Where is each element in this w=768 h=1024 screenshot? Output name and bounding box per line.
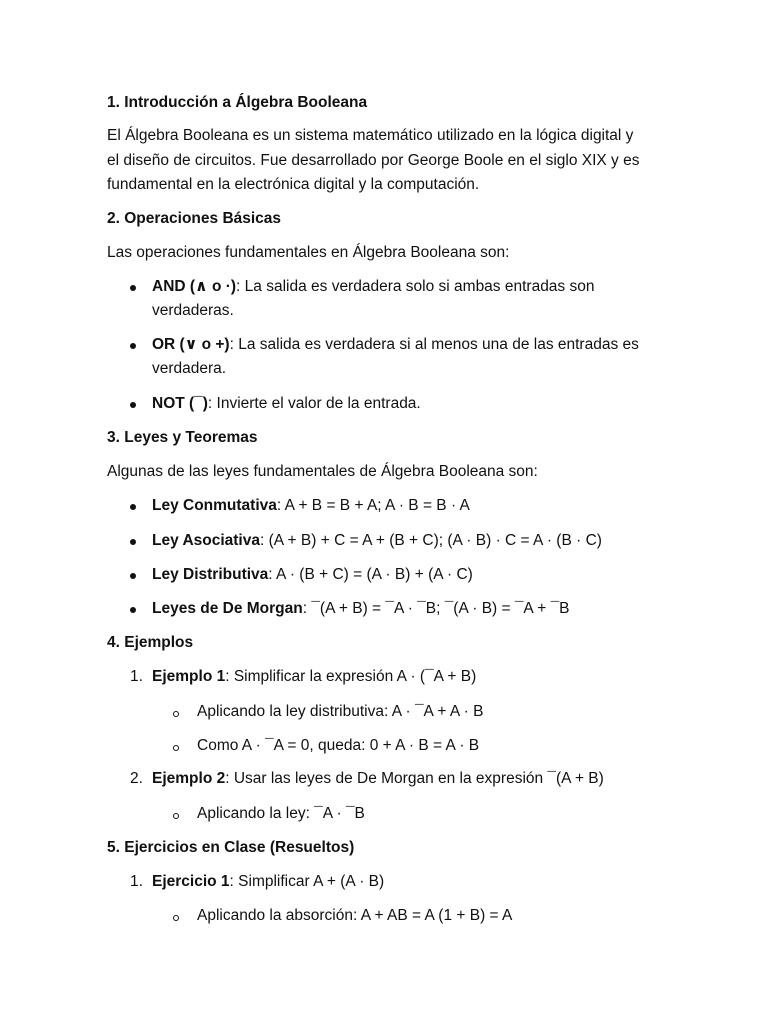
exercise-term: Ejercicio 1 xyxy=(152,873,230,890)
law-text: : ¯(A + B) = ¯A · ¯B; ¯(A · B) = ¯A + ¯B xyxy=(302,600,570,617)
law-text: : (A + B) + C = A + (B + C); (A · B) · C = A · (B · C) xyxy=(259,532,602,549)
section-1-line-1: El Álgebra Booleana es un sistema matemático utilizado en la lógica digital y xyxy=(107,127,634,144)
example-2-number: 2. xyxy=(130,770,143,787)
op-or-line-2: verdadera. xyxy=(152,360,227,377)
section-2-intro: Las operaciones fundamentales en Álgebra Booleana son: xyxy=(107,244,510,261)
law-term: Ley Distributiva xyxy=(152,566,269,583)
law-term: Leyes de De Morgan xyxy=(152,600,303,617)
op-or-desc: : La salida es verdadera si al menos una de las entradas es xyxy=(229,336,639,353)
exercise-text: : Simplificar A + (A · B) xyxy=(229,873,385,890)
example-1-number: 1. xyxy=(130,668,143,685)
example-text: : Usar las leyes de De Morgan en la expresión ¯(A + B) xyxy=(225,770,604,787)
bullet-marker xyxy=(130,285,136,291)
op-or-line-1 xyxy=(152,334,639,356)
sub-bullet-marker xyxy=(173,813,179,819)
op-not-desc: : Invierte el valor de la entrada. xyxy=(207,395,421,412)
op-not-term: NOT (¯) xyxy=(152,395,208,412)
section-3-intro: Algunas de las leyes fundamentales de Álgebra Booleana son: xyxy=(107,463,538,480)
example-text: : Simplificar la expresión A · (¯A + B) xyxy=(225,668,477,685)
exercise-1-number: 1. xyxy=(130,873,143,890)
law-conmutativa xyxy=(152,495,470,517)
op-or-term: OR (∨ o +) xyxy=(152,336,230,353)
bullet-marker xyxy=(130,573,136,579)
op-not-line xyxy=(152,393,421,415)
section-4-heading: 4. Ejemplos xyxy=(107,634,194,651)
example-1-sub-1: Aplicando la ley distributiva: A · ¯A + A · B xyxy=(197,703,484,720)
example-term: Ejemplo 2 xyxy=(152,770,226,787)
exercise-1 xyxy=(152,871,384,893)
law-text: : A + B = B + A; A · B = B · A xyxy=(276,497,470,514)
exercise-1-sub-1: Aplicando la absorción: A + AB = A (1 + B) = A xyxy=(197,907,513,924)
bullet-marker xyxy=(130,402,136,408)
section-2-heading: 2. Operaciones Básicas xyxy=(107,210,282,227)
op-and-term: AND (∧ o ·) xyxy=(152,278,237,295)
bullet-marker xyxy=(130,343,136,349)
bullet-marker xyxy=(130,539,136,545)
op-and-desc: : La salida es verdadera solo si ambas entradas son xyxy=(236,278,595,295)
law-term: Ley Conmutativa xyxy=(152,497,277,514)
sub-bullet-marker xyxy=(173,711,179,717)
section-3-heading: 3. Leyes y Teoremas xyxy=(107,429,258,446)
section-5-heading: 5. Ejercicios en Clase (Resueltos) xyxy=(107,839,355,856)
law-text: : A · (B + C) = (A · B) + (A · C) xyxy=(268,566,473,583)
law-de-morgan xyxy=(152,598,569,620)
op-and-line-1 xyxy=(152,276,594,298)
example-term: Ejemplo 1 xyxy=(152,668,226,685)
law-distributiva xyxy=(152,564,473,586)
sub-bullet-marker xyxy=(173,745,179,751)
op-and-line-2: verdaderas. xyxy=(152,302,234,319)
sub-bullet-marker xyxy=(173,915,179,921)
section-1-heading: 1. Introducción a Álgebra Booleana xyxy=(107,94,368,111)
example-1 xyxy=(152,666,476,688)
section-1-line-3: fundamental en la electrónica digital y la computación. xyxy=(107,176,480,193)
example-2-sub-1: Aplicando la ley: ¯A · ¯B xyxy=(197,805,365,822)
law-asociativa xyxy=(152,530,602,552)
bullet-marker xyxy=(130,504,136,510)
example-2 xyxy=(152,768,604,790)
law-term: Ley Asociativa xyxy=(152,532,260,549)
section-1-line-2: el diseño de circuitos. Fue desarrollado por George Boole en el siglo XIX y es xyxy=(107,152,640,169)
example-1-sub-2: Como A · ¯A = 0, queda: 0 + A · B = A · B xyxy=(197,737,480,754)
bullet-marker xyxy=(130,607,136,613)
